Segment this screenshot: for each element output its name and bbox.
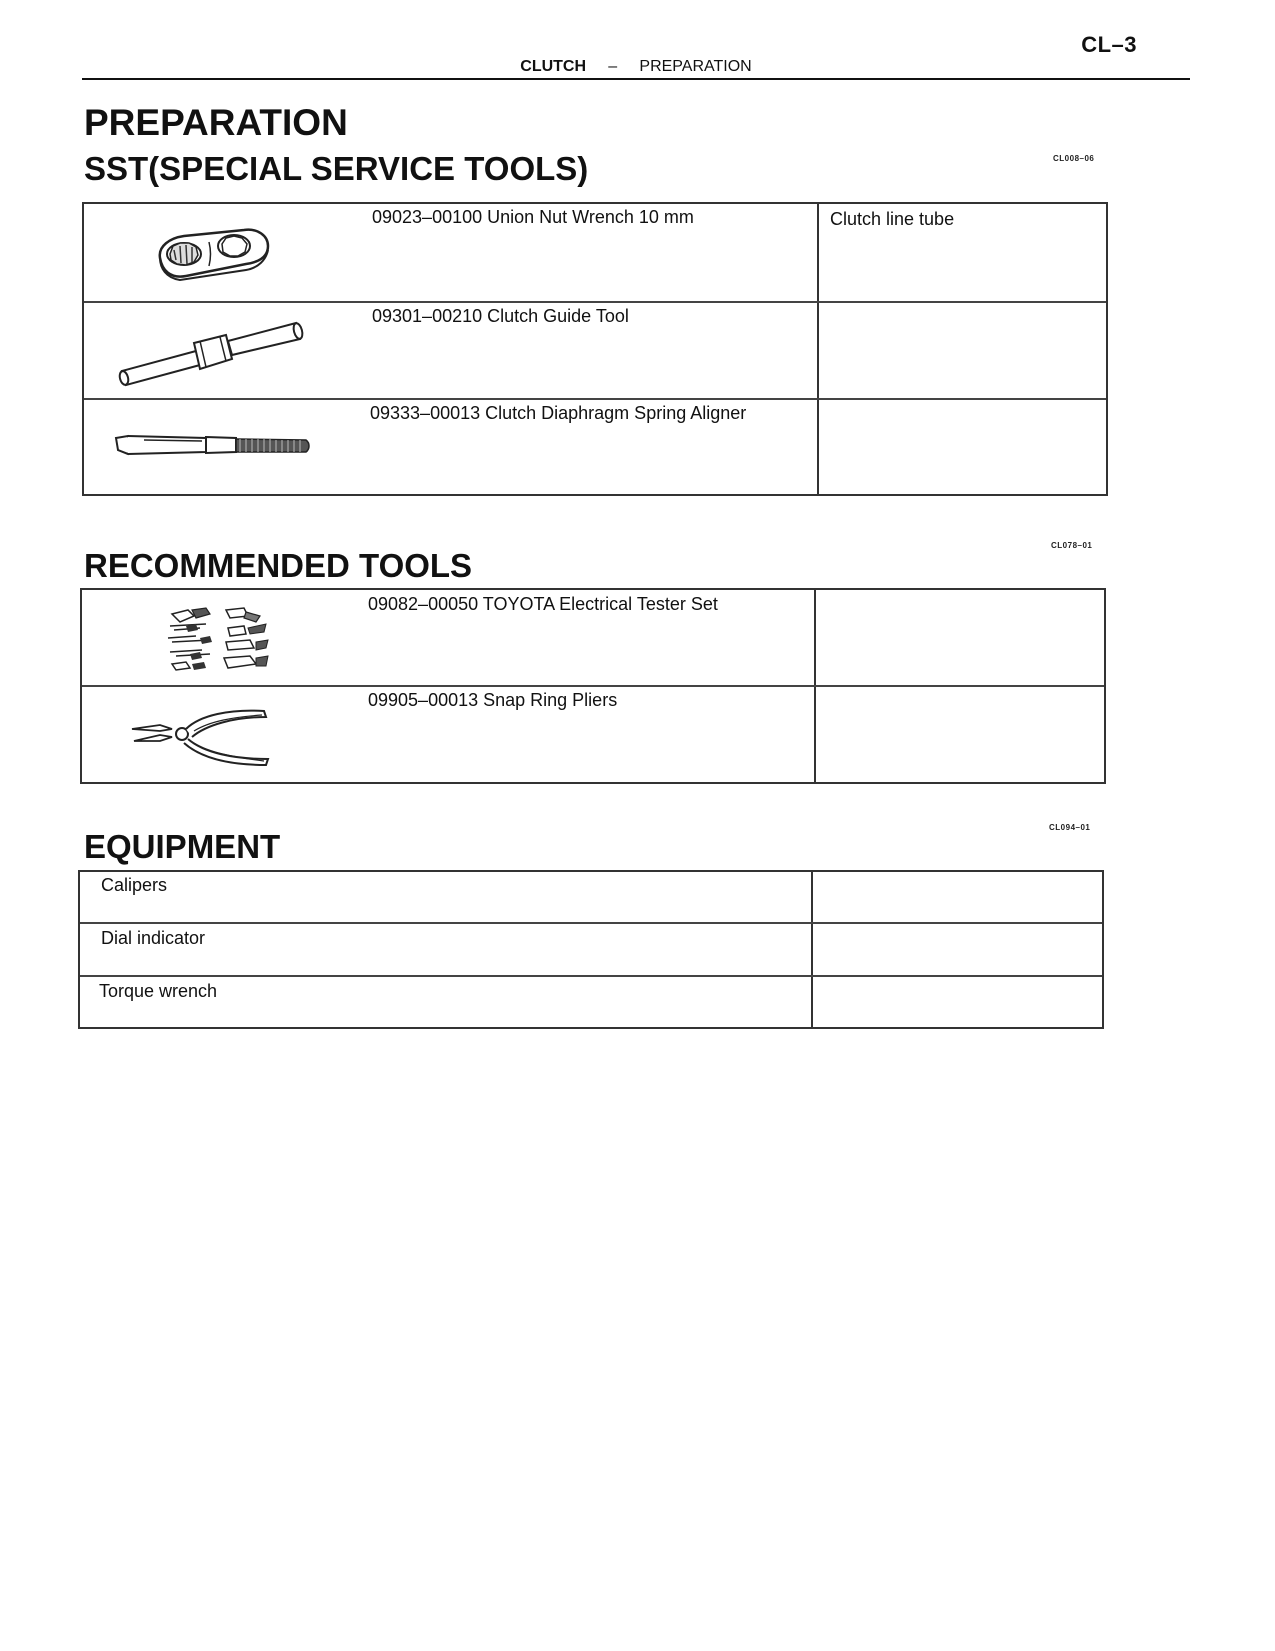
sst-tool-label: 09301–00210 Clutch Guide Tool (372, 306, 629, 326)
header-separator: – (608, 58, 618, 75)
diaphragm-spring-aligner-icon (114, 430, 310, 462)
table-row (80, 872, 1102, 924)
table-row (82, 590, 1104, 687)
equipment-table (78, 870, 1104, 1029)
clutch-guide-tool-icon (114, 311, 310, 391)
equipment-item-label: Calipers (101, 875, 168, 895)
table-row (82, 687, 1104, 782)
recommended-table (80, 588, 1106, 784)
sst-tool-label: 09023–00100 Union Nut Wrench 10 mm (372, 207, 694, 227)
sst-tool-label: 09333–00013 Clutch Diaphragm Spring Aligner (370, 403, 747, 423)
union-nut-wrench-icon (154, 224, 274, 286)
table-row (84, 400, 1106, 494)
recommended-heading: RECOMMENDED TOOLS (84, 547, 473, 584)
table-row (84, 303, 1106, 400)
page-number: CL–3 (1081, 32, 1137, 57)
header-rule (82, 78, 1190, 80)
table-row (80, 977, 1102, 1027)
table-row (84, 204, 1106, 303)
recommended-tool-label: 09905–00013 Snap Ring Pliers (368, 690, 618, 710)
sst-table (82, 202, 1108, 496)
equipment-item-label: Torque wrench (99, 981, 218, 1001)
recommended-figure-code: CL078–01 (1051, 541, 1093, 550)
header-subsection: PREPARATION (639, 58, 752, 75)
equipment-item-label: Dial indicator (101, 928, 206, 948)
sst-figure-code: CL008–06 (1053, 154, 1095, 163)
table-row (80, 924, 1102, 977)
recommended-tool-label: 09082–00050 TOYOTA Electrical Tester Set (368, 594, 718, 614)
snap-ring-pliers-icon (130, 707, 272, 765)
header-section: CLUTCH (520, 58, 587, 75)
running-header (82, 58, 1190, 76)
page-title: PREPARATION (84, 102, 348, 143)
sst-tool-note: Clutch line tube (830, 209, 955, 229)
equipment-figure-code: CL094–01 (1049, 823, 1091, 832)
sst-heading: SST(SPECIAL SERVICE TOOLS) (84, 150, 589, 187)
electrical-tester-set-icon (166, 604, 276, 674)
equipment-heading: EQUIPMENT (84, 828, 281, 865)
